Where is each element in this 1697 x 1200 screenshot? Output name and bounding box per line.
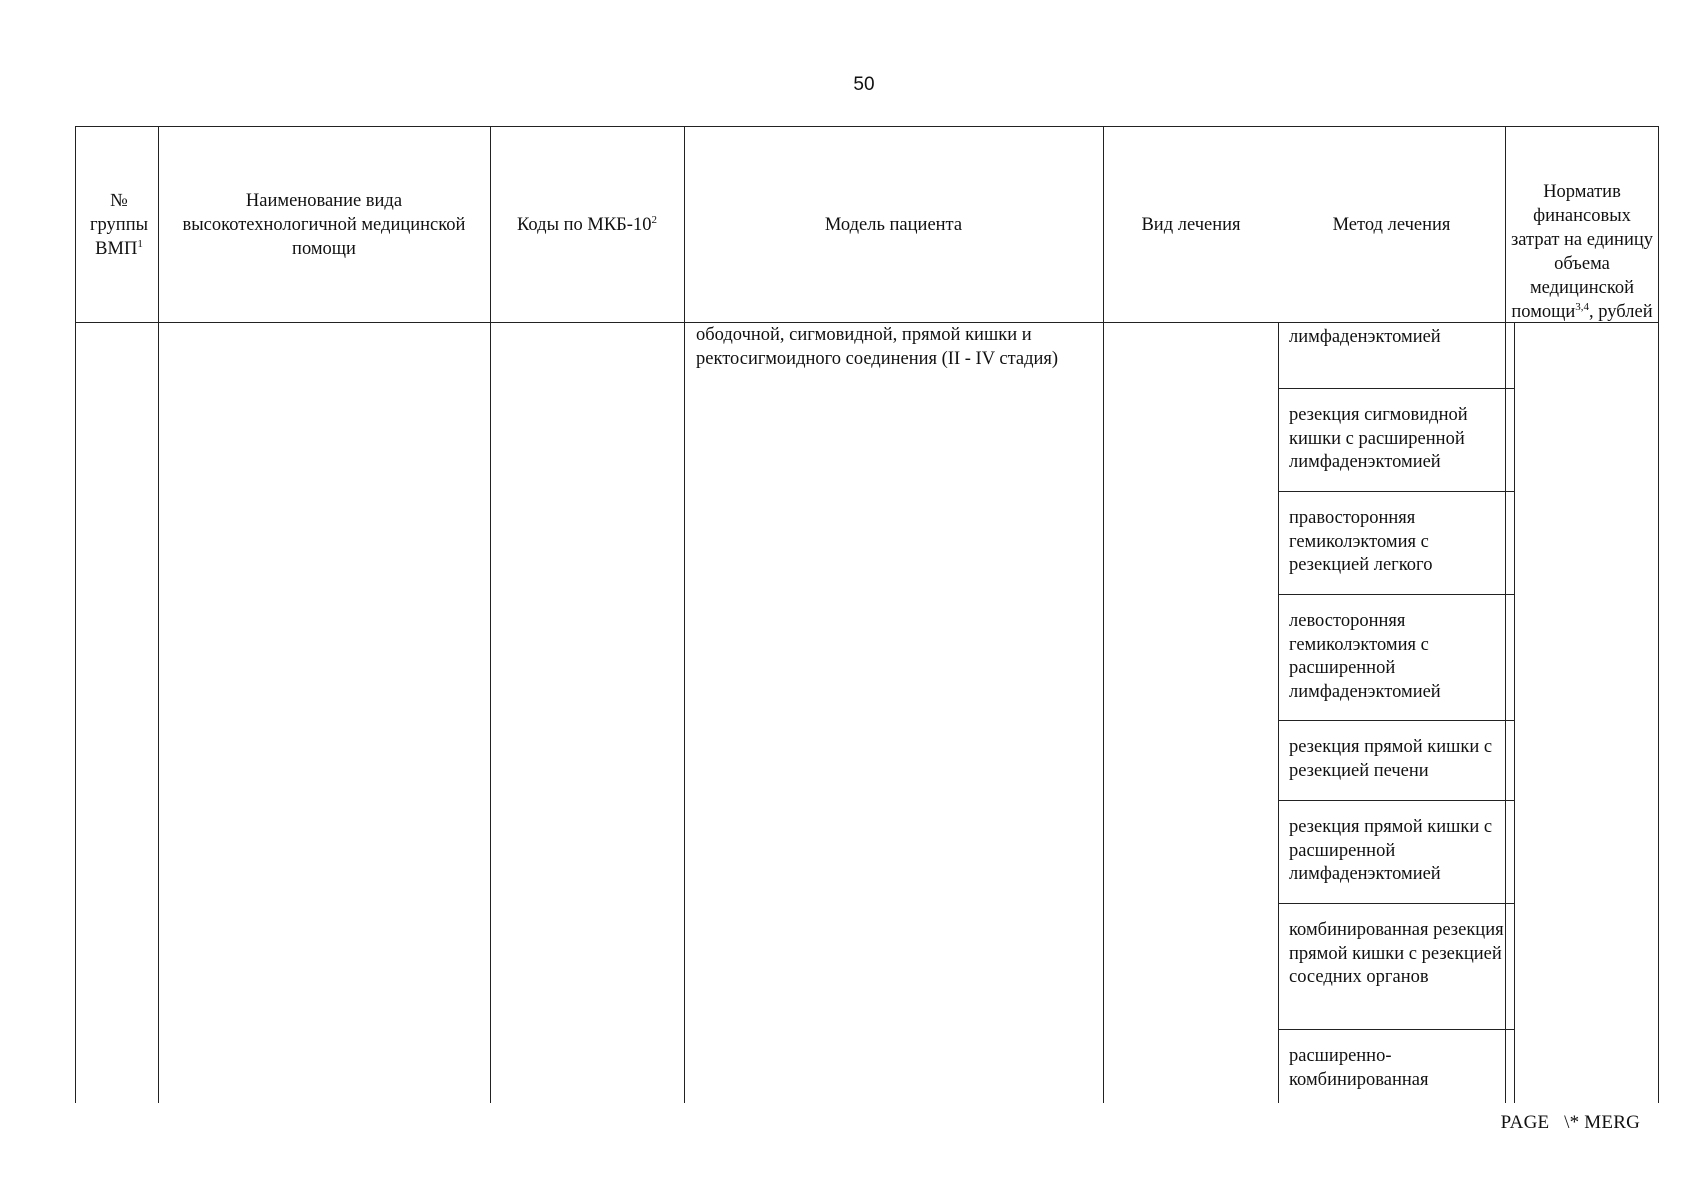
header-care-type-name: [164, 127, 484, 322]
header-cost-norm-label: Норматив финансовых затрат на единицу объема медицинской помощи: [1510, 182, 1653, 322]
method-cell: правосторонняя гемиколэктомия с резекцией легкого: [1278, 492, 1515, 595]
method-cell: резекция прямой кишки с резекцией печени: [1278, 721, 1515, 801]
header-cost-norm: [1508, 127, 1656, 324]
header-group-no-label: № группы ВМП: [89, 190, 149, 259]
column-divider: [490, 127, 491, 1103]
column-divider: [158, 127, 159, 1103]
column-divider: [684, 127, 685, 1103]
header-treatment-method-label: Метод лечения: [1332, 214, 1451, 235]
header-treatment-type-label: Вид лечения: [1141, 214, 1241, 235]
header-patient-model-label: Модель пациента: [824, 214, 963, 235]
page-number: 50: [853, 74, 875, 95]
footnote-marker: 2: [651, 213, 657, 226]
header-care-type-label: Наименование вида высокотехнологичной медицинской помощи: [182, 190, 466, 259]
column-divider: [1103, 127, 1104, 1103]
method-cell: резекция прямой кишки с расширенной лимфаденэктомией: [1278, 801, 1515, 904]
page-field-code: PAGE \* MERG: [1500, 1112, 1640, 1133]
method-cell: левосторонняя гемиколэктомия с расширенной лимфаденэктомией: [1278, 595, 1515, 721]
patient-model-text: ободочной, сигмовидной, прямой кишки и ректосигмоидного соединения (II - IV стадия): [696, 325, 1059, 369]
method-cell: расширенно-комбинированная: [1278, 1030, 1515, 1103]
header-cost-norm-suffix: , рублей: [1589, 302, 1653, 322]
header-patient-model: [690, 127, 1097, 322]
medical-care-table: [75, 126, 1659, 1103]
header-icd-codes: [496, 127, 678, 322]
header-icd-codes-label: Коды по МКБ-10: [517, 214, 652, 235]
method-cell: лимфаденэктомией: [1278, 323, 1515, 389]
header-group-no: [84, 127, 154, 322]
footnote-marker: 3,4: [1575, 300, 1590, 313]
method-cell: резекция сигмовидной кишки с расширенной лимфаденэктомией: [1278, 389, 1515, 492]
method-cell: комбинированная резекция прямой кишки с резекцией соседних органов: [1278, 904, 1515, 1030]
header-treatment-type: [1109, 127, 1273, 322]
header-treatment-method: [1283, 127, 1500, 322]
footnote-marker: 1: [137, 237, 143, 250]
